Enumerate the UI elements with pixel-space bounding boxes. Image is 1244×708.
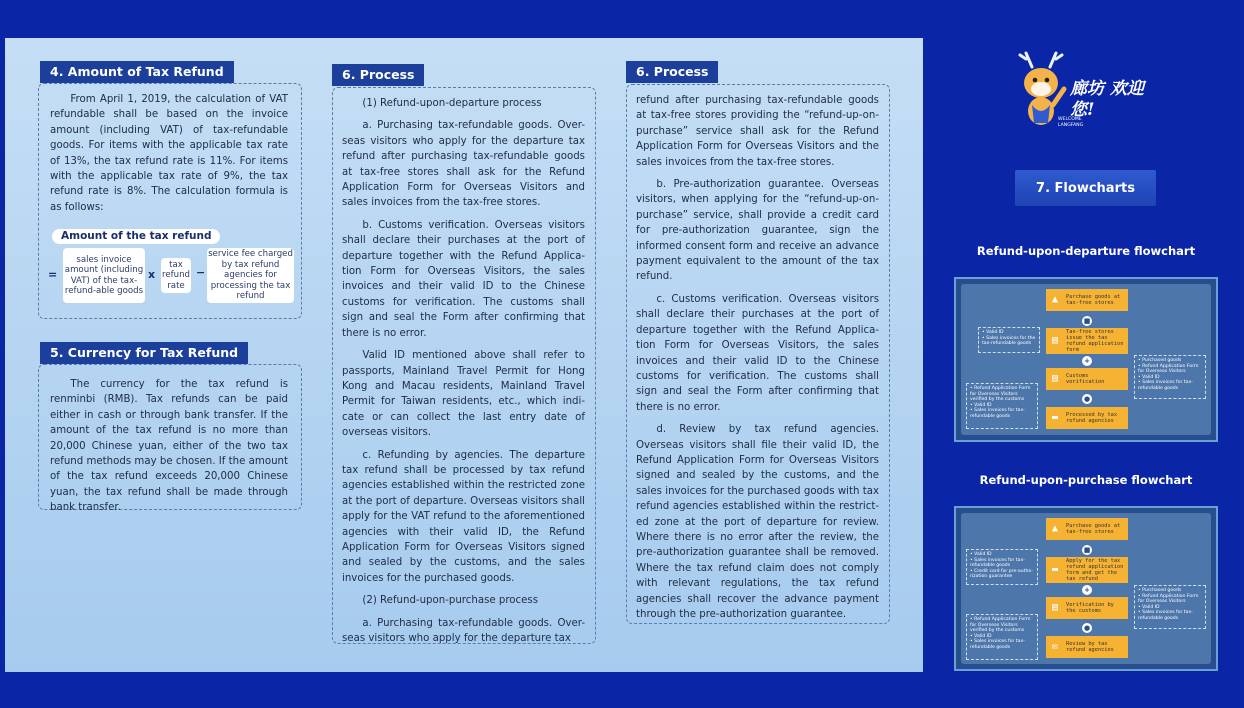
section-6-title-a: 6. Process (332, 64, 424, 86)
departure-note-right: • Purchased goods • Refund Application Form for Overseas Visitors • Valid ID • Sales invoices for tax-refundable goods (1134, 355, 1206, 399)
section-4-title: 4. Amount of Tax Refund (40, 61, 234, 83)
flowcharts-title: 7. Flowcharts (1015, 170, 1156, 206)
plus-connector-icon: + (1082, 356, 1092, 366)
departure-note-left-2: • Refund Application Form for Overseas Visitors verified by the customs • Valid ID • Sales invoices for tax-refundable goods (966, 383, 1038, 429)
section-4-body: From April 1, 2019, the calculation of VAT refundable shall be based on the invoice amount (including VAT) of tax-refundable goods. For items with the applicable tax rate of 13%, the tax refund rate is 11%. For items with the applicable tax rate of 9%, the tax refund rate is 8%. The calculation formula is as follows: (50, 94, 288, 213)
formula-times: x (148, 268, 156, 281)
logo-welcome-text: WELCOME (1058, 117, 1082, 122)
formula-minus: − (196, 266, 206, 279)
purchase-step-4: ✉ Review by tax refund agencies (1046, 636, 1128, 658)
formula-title: Amount of the tax refund (52, 229, 220, 244)
departure-note-left-1: • Valid ID • Sales invoices for the tax-refundable goods (978, 327, 1040, 353)
form-icon: ▤ (1051, 335, 1059, 346)
section-6-body-b: refund after purchasing tax-refundable goods at tax-free stores providing the “refund-up-on-purchase” service shall ask for the Refund Application Form for Overseas Visitors and the sales invoices from the tax-free stores. b. Pre-authorization guarantee. Overseas visitors, when applying for the “refund-up-on-purchase” service, shall provide a credit card for pre-authorization guarantee, sign the informed consent form and receive an advance payment equivalent to the amount of the tax refund. c. Customs verification. Overseas visitors shall declare their purchases at the port of departure together with the Refund Applica-tion Form for Overseas Visitors, the sales invoices and their valid ID to the Chinese customs for verification. The customs shall sign and seal the Form after confirming that there is no error. d. Review by tax refund agencies. Overseas visitors shall file their valid ID, the Refund Application Form for Overseas Visitors signed and sealed by the customs, and the sales invoices for the purchased goods with tax refund agencies established within the restrict-ed zone at the port of departure for review. Where there is no error after the review, the pre-authorization guarantee shall be removed. Where the tax refund claim does not comply with relevant regulations, the tax refund agencies shall recover the advance payment through the pre-authorization guarantee. (636, 95, 879, 620)
form-connector-icon: ■ (1083, 546, 1091, 554)
section-5-body: The currency for the tax refund is renminbi (RMB). Tax refunds can be paid either in cash or through bank transfer. If the amount of the tax refund is no more than 20,000 Chinese yuan, either of the two tax refund methods may be chosen. If the amount of the tax refund exceeds 20,000 Chinese yuan, the tax refund shall be made through bank transfer. (50, 379, 288, 514)
departure-flowchart (954, 277, 1218, 442)
cash-register-icon: ▬ (1051, 412, 1059, 423)
purchase-note-left-1: • Valid ID • Sales invoices for tax-refundable goods • Credit card for pre-autho-rization guarantee (966, 549, 1038, 585)
formula-term-fee: service fee charged by tax refund agencies for processing the tax refund (208, 249, 293, 302)
form-connector-icon: ■ (1083, 317, 1091, 325)
cash-register-icon: ▬ (1051, 564, 1059, 575)
section-5-title: 5. Currency for Tax Refund (40, 342, 248, 364)
envelope-icon: ✉ (1051, 641, 1059, 652)
departure-step-1: ▲ Purchase goods at tax-free stores (1046, 289, 1128, 311)
section-6-title-b: 6. Process (626, 61, 718, 83)
langfang-welcome-logo (1012, 47, 1162, 137)
purchase-flowchart (954, 506, 1218, 671)
logo-chinese-text: 廊坊 欢迎您! (1070, 79, 1144, 120)
formula-equals: = (48, 268, 58, 281)
formula-term-invoice: sales invoice amount (including VAT) of the tax-refund-able goods (63, 248, 145, 303)
purchase-flowchart-title: Refund-upon-purchase flowchart (979, 473, 1193, 487)
departure-step-3: ▤ Customs verification (1046, 368, 1128, 390)
purchase-note-left-2: • Refund Application Form for Overseas Visitors verified by the customs • Valid ID • Sales invoices for tax-refundable goods (966, 614, 1038, 660)
purchase-step-2: ▬ Apply for the tax refund application form and get the tax refund (1046, 557, 1128, 583)
shopping-bag-icon: ▲ (1051, 523, 1059, 534)
logo-city-text: LANGFANG (1058, 122, 1084, 128)
departure-step-2: ▤ Tax-free stores issue the tax refund application form (1046, 328, 1128, 354)
stamp-connector-icon: ● (1083, 624, 1091, 632)
section-6-body-a: (1) Refund-upon-departure process a. Purchasing tax-refundable goods. Over-seas visitors who apply for the departure tax refund after purchasing tax-refundable goods at tax-free stores shall ask for the Refund Application Form for Overseas Visitors and sales invoices from the tax-free stores. b. Customs verification. Overseas visitors shall declare their purchases at the port of departure together with the Refund Applica-tion Form for Overseas Visitors, the sales invoices and their valid ID to the Chinese customs for verification. The customs shall sign and seal the Form after confirming that there is no error. Valid ID mentioned above shall refer to passports, Mainland Travel Permit for Hong Kong and Macau residents, Mainland Travel Permit for Taiwan residents, etc., which indi-cate or can collect the last entry date of overseas visitors. c. Refunding by agencies. The departure tax refund shall be processed by tax refund agencies established within the restricted zone at the port of departure. Overseas visitors shall apply for the VAT refund to the aforementioned agencies with their valid ID, the Refund Application Form for Overseas Visitors signed and sealed by the customs, and the sales invoices for the purchased goods. (2) Refund-upon-purchase process a. Purchasing tax-refundable goods. Over-seas visitors who apply for the departure tax (342, 98, 585, 644)
stamp-connector-icon: ● (1083, 395, 1091, 403)
purchase-note-right: • Purchased goods • Refund Application Form for Overseas Visitors • Valid ID • Sales invoices for tax-refundable goods (1134, 585, 1206, 629)
departure-step-4: ▬ Processed by tax refund agencies (1046, 407, 1128, 429)
document-icon: ▤ (1051, 602, 1059, 613)
formula-term-rate: tax refund rate (161, 258, 191, 293)
purchase-step-3: ▤ Verification by the customs (1046, 597, 1128, 619)
purchase-step-1: ▲ Purchase goods at tax-free stores (1046, 518, 1128, 540)
plus-connector-icon: + (1082, 585, 1092, 595)
departure-flowchart-title: Refund-upon-departure flowchart (976, 244, 1196, 258)
document-icon: ▤ (1051, 373, 1059, 384)
shopping-bag-icon: ▲ (1051, 294, 1059, 305)
